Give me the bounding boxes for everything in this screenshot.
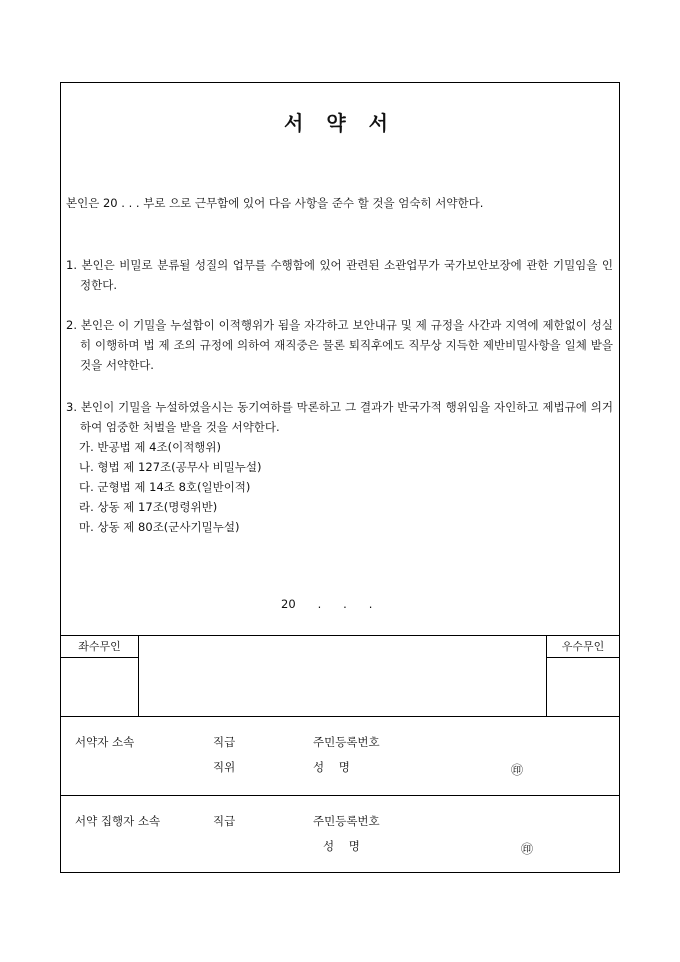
clause-3: 3. 본인이 기밀을 누설하였을시는 동기여하를 막론하고 그 결과가 반국가적 행위임을 자인하고 제법규에 의거하여 엄중한 처벌을 받을 것을 서약한다. [66,400,613,434]
intro-paragraph: 본인은 20 . . . 부로 으로 근무함에 있어 다음 사항을 준수 할 것을 엄숙히 서약한다. [66,196,484,210]
left-thumbprint-box [61,636,139,716]
signing-date: 20 . . . [281,597,373,611]
pledge-form [60,82,620,873]
document-title: 서 약 서 [284,111,396,135]
pledger-affiliation-label: 서약자 소속 [75,735,135,749]
pledger-name-label: 성 명 [313,760,350,774]
pledger-id-label: 주민등록번호 [313,735,380,749]
left-thumbprint-label: 좌수무인 [61,636,138,658]
executor-rank-label: 직급 [213,814,236,828]
executor-seal-mark: ㊞ [521,842,534,856]
law-item-ga: 가. 반공법 제 4조(이적행위) [79,440,222,454]
law-item-ma: 마. 상동 제 80조(군사기밀누설) [79,520,240,534]
right-thumbprint-label: 우수무인 [547,636,619,658]
law-item-na: 나. 형법 제 127조(공무사 비밀누설) [79,460,262,474]
clause-1: 1. 본인은 비밀로 분류될 성질의 업무를 수행함에 있어 관련된 소관업무가 국가보안보장에 관한 기밀임을 인정한다. [66,258,613,292]
law-item-ra: 라. 상동 제 17조(명령위반) [79,500,218,514]
pledger-position-label: 직위 [213,760,236,774]
clause-2: 2. 본인은 이 기밀을 누설함이 이적행위가 됨을 자각하고 보안내규 및 제 규정을 사간과 지역에 제한없이 성실히 이행하며 법 제 조의 규정에 의하여 재직중은 물론 퇴직후에도 직무상 지득한 제반비밀사항을 일체 밭을 것을 서약한다. [66,318,613,372]
pledger-seal-mark: ㊞ [511,763,524,777]
section-divider [61,795,619,796]
law-item-da: 다. 군형법 제 14조 8호(일반이적) [79,480,251,494]
executor-id-label: 주민등록번호 [313,814,380,828]
pledger-rank-label: 직급 [213,735,236,749]
executor-affiliation-label: 서약 집행자 소속 [75,814,161,828]
fingerprint-row [61,635,619,717]
executor-name-label: 성 명 [323,839,360,853]
right-thumbprint-box [546,636,619,716]
